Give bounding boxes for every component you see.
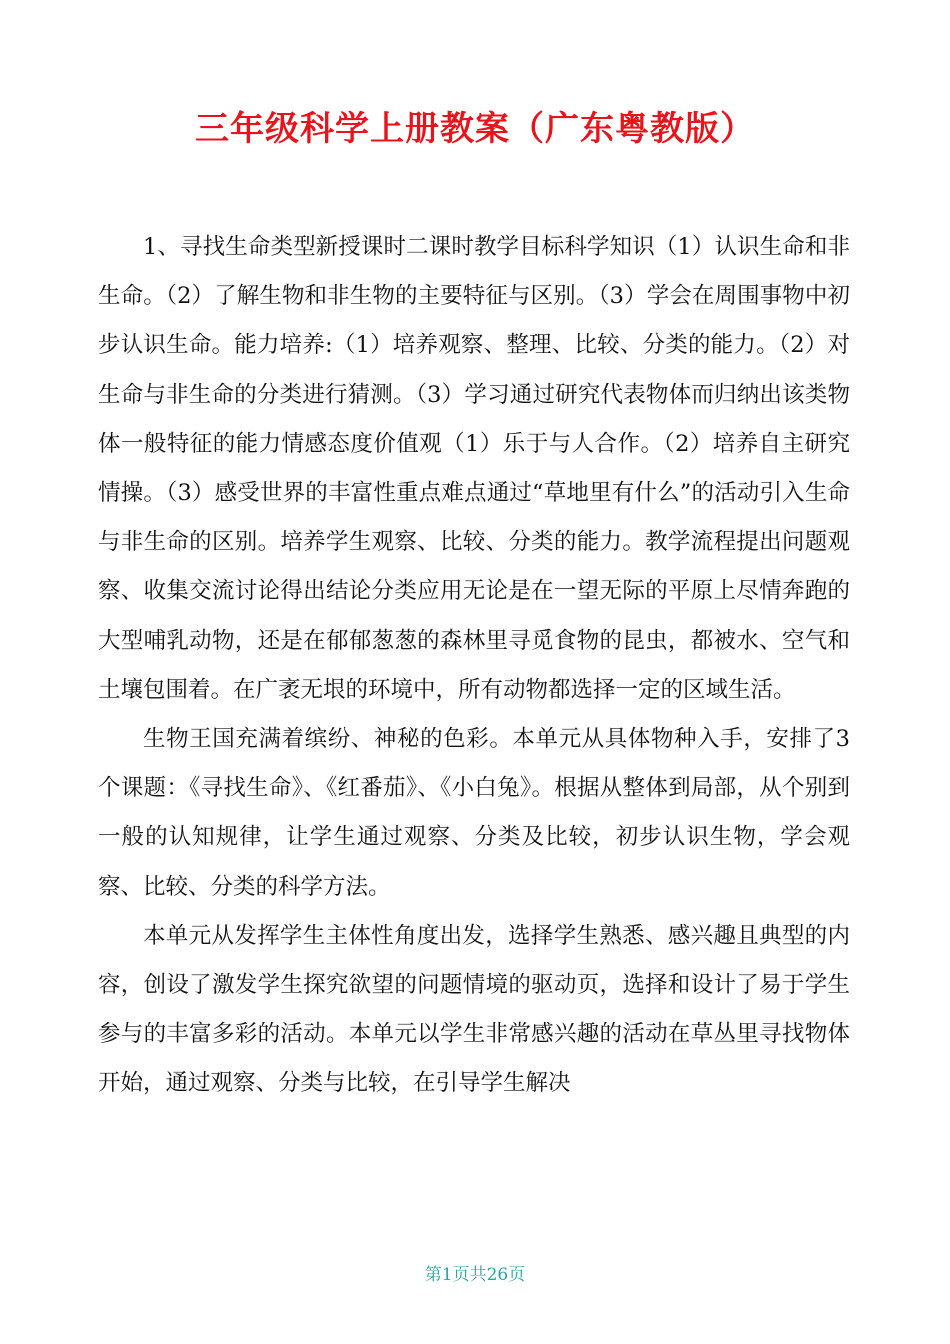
body-paragraph-3: 本单元从发挥学生主体性角度出发，选择学生熟悉、感兴趣且典型的内容，创设了激发学生探究欲望的问题情境的驱动页，选择和设计了易于学生参与的丰富多彩的活动。本单元以学生非常感兴趣的活动在草丛里寻找物体开始，通过观察、分类与比较，在引导学生解决 bbox=[98, 922, 850, 1097]
body-paragraph-1: 1、寻找生命类型新授课时二课时教学目标科学知识（1）认识生命和非生命。（2）了解生物和非生物的主要特征与区别。（3）学会在周围事物中初步认识生命。能力培养:（1）培养观察、整理、比较、分类的能力。（2）对生命与非生命的分类进行猜测。（3）学习通过研究代表物体而归纳出该类物体一般特征的能力情感态度价值观（1）乐于与人合作。（2）培养自主研究情操。（3）感受世界的丰富性重点难点通过“草地里有什么”的活动引入生命与非生命的区别。培养学生观察、比较、分类的能力。教学流程提出问题观察、收集交流讨论得出结论分类应用无论是在一望无际的平原上尽情奔跑的大型哺乳动物，还是在郁郁葱葱的森林里寻觅食物的昆虫，都被水、空气和土壤包围着。在广袤无垠的环境中，所有动物都选择一定的区域生活。 bbox=[98, 234, 850, 703]
document-body bbox=[98, 223, 850, 1109]
body-paragraph-2: 生物王国充满着缤纷、神秘的色彩。本单元从具体物种入手，安排了3个课题：《寻找生命》、《红番茄》、《小白兔》。根据从整体到局部，从个别到一般的认知规律，让学生通过观察、分类及比较，初步认识生物，学会观察、比较、分类的科学方法。 bbox=[98, 726, 850, 900]
page-number-footer: 第1页共26页 bbox=[424, 1265, 526, 1285]
document-title: 三年级科学上册教案（广东粤教版） bbox=[195, 109, 755, 149]
